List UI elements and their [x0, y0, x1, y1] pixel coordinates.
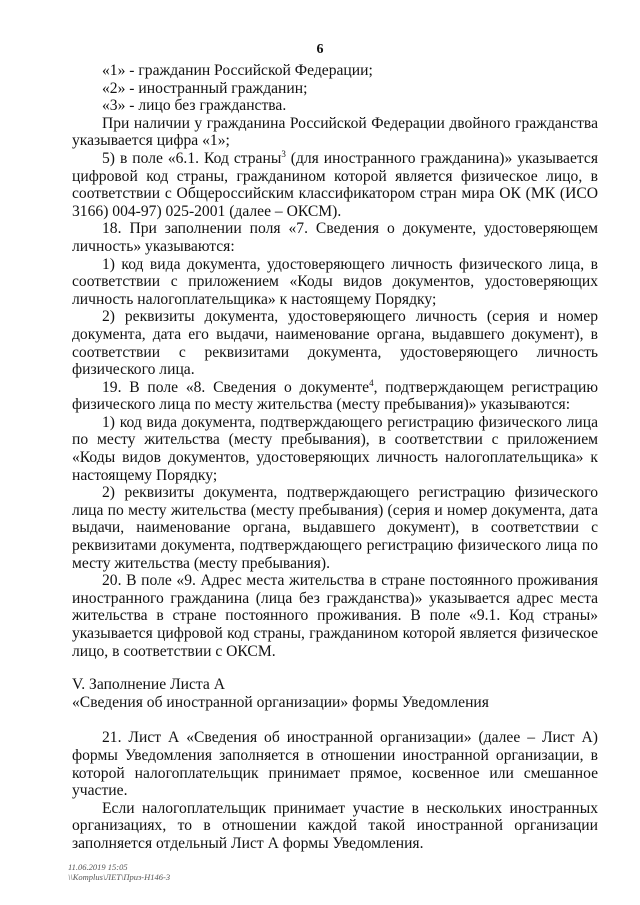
paragraph: 2) реквизиты документа, удостоверяющего личность (серия и номер документа, дата его выдачи, наименование органа, выдавшего документ), в соответствии с реквизитами документа, удостоверяющего личность физического лица. [72, 308, 598, 379]
footnote-ref: 4 [369, 377, 374, 388]
paragraph: 1) код вида документа, подтверждающего регистрацию физического лица по месту жительства (месту пребывания), в соответствии с приложением «Коды видов документов, удостоверяющих личность налогоплательщика» к настоящему Порядку; [72, 413, 598, 484]
page-number: 6 [316, 42, 324, 57]
section-title: V. Заполнение Листа А [72, 676, 225, 694]
section-subtitle: «Сведения об иностранной организации» формы Уведомления [72, 693, 489, 711]
footer-date: 11.06.2019 15:05 [68, 862, 128, 872]
text-run: 19. В поле «8. Сведения о документе [102, 378, 370, 396]
text-run: 5) в поле «6.1. Код страны [102, 149, 282, 167]
text-run: (для иностранного гражданина)» указывается цифровой код страны, гражданином которой является физическое лицо, в соответствии с Общероссийским классификатором стран мира ОК (МК (ИСО 3166) 004-97) 025-2001 (далее – ОКСМ). [72, 149, 598, 220]
paragraph: «2» - иностранный гражданин; [102, 79, 308, 97]
document-footer [68, 862, 170, 882]
paragraph: Если налогоплательщик принимает участие в нескольких иностранных организациях, то в отношении каждой такой иностранной организации заполняется отдельный Лист А формы Уведомления. [72, 799, 598, 852]
paragraph: При наличии у гражданина Российской Федерации двойного гражданства указывается цифра «1»; [72, 114, 598, 150]
text-run: , подтверждающем регистрацию физического лица по месту жительства (месту пребывания)» указываются: [72, 378, 598, 414]
footer-path: \\Komplus\ЛЕТ\Приз-Н146-3 [68, 872, 171, 882]
paragraph-country-code [72, 150, 598, 220]
paragraph: 21. Лист А «Сведения об иностранной организации» (далее – Лист А) формы Уведомления заполняется в отношении иностранной организации, в которой налогоплательщик принимает прямое, косвенное или смешанное участие. [72, 729, 598, 800]
paragraph: 1) код вида документа, удостоверяющего личность физического лица, в соответствии с приложением «Коды видов документов, удостоверяющих личность налогоплательщика» к настоящему Порядку; [72, 255, 598, 308]
paragraph: 2) реквизиты документа, подтверждающего регистрацию физического лица по месту жительства (месту пребывания) (серия и номер документа, дата выдачи, наименование органа, выдавшего документ), в соответствии с реквизитами документа, подтверждающего регистрацию физического лица по месту жительства (месту пребывания). [72, 484, 598, 572]
paragraph-residence-doc [72, 379, 598, 414]
footnote-ref: 3 [281, 148, 286, 159]
paragraph: «3» - лицо без гражданства. [102, 97, 287, 115]
document-body [72, 62, 598, 853]
paragraph: 20. В поле «9. Адрес места жительства в стране постоянного проживания иностранного гражданина (лица без гражданства)» указывается адрес места жительства в стране постоянного проживания. В поле «9.1. Код страны» указывается цифровой код страны, гражданином которой является физическое лицо, в соответствии с ОКСМ. [72, 572, 598, 660]
paragraph: 18. При заполнении поля «7. Сведения о документе, удостоверяющем личность» указываются: [72, 220, 598, 255]
paragraph: «1» - гражданин Российской Федерации; [102, 62, 373, 79]
